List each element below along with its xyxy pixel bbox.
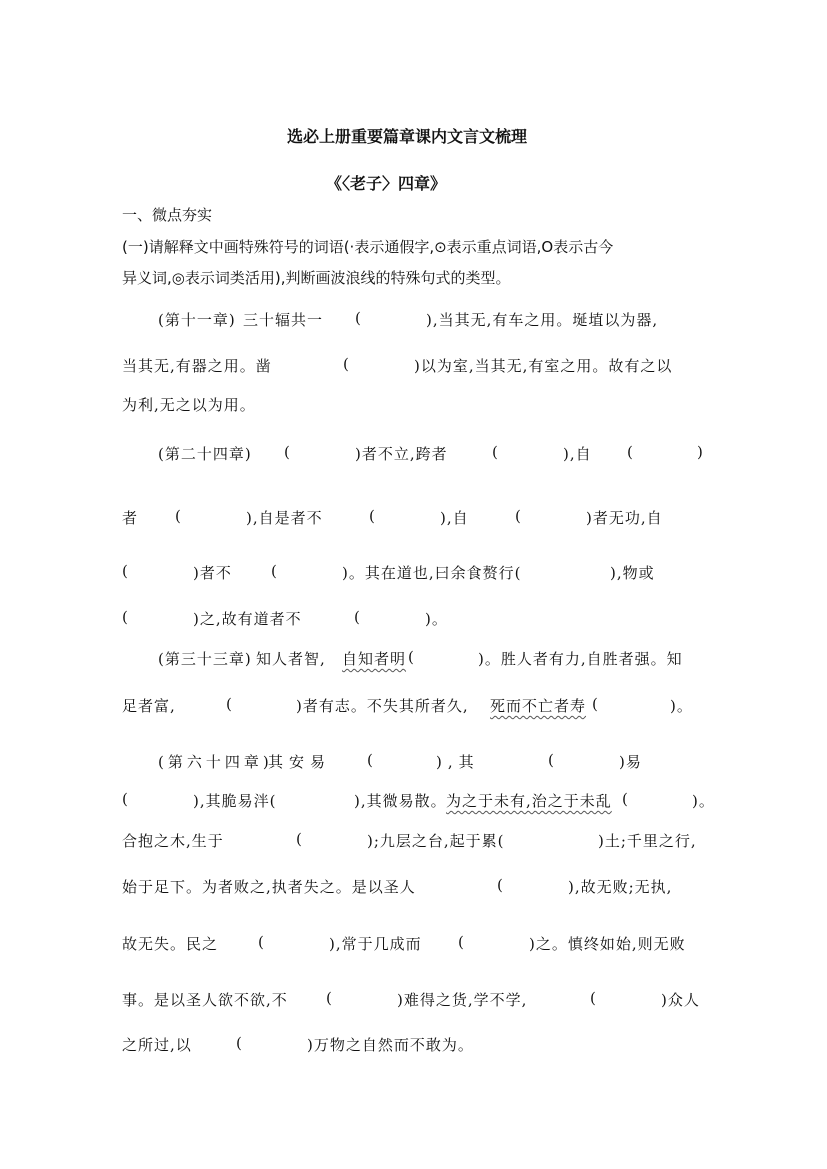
blank-open-paren: ( — [515, 507, 522, 525]
chapter-64-text: )之。慎终如始,则无败 — [529, 935, 686, 953]
chapter-64-text: ),常于几成而 — [329, 935, 422, 953]
chapter-33-text: 知人者智, — [256, 650, 326, 668]
chapter-64-text: )难得之货,学不学, — [397, 991, 528, 1009]
special-sentence-wavy: 自知者明 — [342, 650, 407, 668]
instruction-line-1: (一)请解释文中画特殊符号的词语(·表示通假字,⊙表示重点词语,O表示古今 — [122, 238, 614, 256]
special-sentence-wavy: 死而不亡者寿 — [490, 697, 587, 715]
chapter-24-text: ),自 — [440, 509, 469, 527]
chapter-64-text: ),故无败;无执, — [568, 878, 673, 896]
chapter-64-text: ),其 — [436, 753, 480, 771]
blank-open-paren: ( — [354, 608, 361, 626]
blank-open-paren: ( — [622, 790, 629, 808]
chapter-24-text: )者不 — [193, 564, 232, 582]
chapter-24-text: ),物或 — [610, 564, 655, 582]
chapter-33-text: 足者富, — [122, 697, 176, 715]
blank-open-paren: ( — [175, 507, 182, 525]
instruction-line-2: 异义词,◎表示词类活用),判断画波浪线的特殊句式的类型。 — [122, 269, 511, 287]
chapter-64-text: )众人 — [661, 991, 700, 1009]
chapter-64-label: (第六十四章) — [158, 753, 273, 771]
blank-open-paren: ( — [592, 695, 599, 713]
section-heading: 一、微点夯实 — [122, 206, 213, 224]
chapter-24-label: (第二十四章) — [158, 445, 252, 463]
special-sentence-wavy: 为之于未有,治之于未乱 — [446, 792, 612, 810]
chapter-64-text: 事。是以圣人欲不欲,不 — [122, 991, 288, 1009]
blank-open-paren: ( — [369, 507, 376, 525]
blank-open-paren: ( — [271, 562, 278, 580]
blank-open-paren: ( — [284, 443, 291, 461]
chapter-64-text: 合抱之木,生于 — [122, 832, 224, 850]
chapter-11-text: 当其无,有器之用。凿 — [122, 357, 272, 375]
chapter-33-text: )。 — [670, 697, 693, 715]
chapter-24-text: )者无功,自 — [586, 509, 663, 527]
chapter-64-text: 之所过,以 — [122, 1036, 192, 1054]
chapter-24-text: 者 — [122, 509, 139, 527]
blank-open-paren: ( — [627, 443, 634, 461]
chapter-64-text: )。 — [692, 792, 715, 810]
blank-open-paren: ( — [492, 443, 499, 461]
chapter-64-text: 其安易 — [268, 753, 332, 771]
chapter-11-text: )以为室,当其无,有室之用。故有之以 — [414, 357, 673, 375]
blank-open-paren: ( — [590, 989, 597, 1007]
blank-open-paren: ( — [122, 608, 129, 626]
chapter-64-text: 始于足下。为者败之,执者失之。是以圣人 — [122, 878, 416, 896]
chapter-64-text: )土;千里之行, — [598, 832, 697, 850]
chapter-64-text: )易 — [619, 753, 642, 771]
chapter-33-text: )。胜人者有力,自胜者强。知 — [478, 650, 683, 668]
document-subtitle: 《〈老子〉四章》 — [326, 174, 447, 193]
chapter-11-text: 为利,无之以为用。 — [122, 396, 256, 414]
blank-open-paren: ( — [408, 648, 415, 666]
blank-open-paren: ( — [326, 989, 333, 1007]
blank-open-paren: ( — [458, 933, 465, 951]
chapter-24-text: )。其在道也,曰余食赘行( — [342, 564, 522, 582]
blank-open-paren: ( — [296, 830, 303, 848]
blank-open-paren: ( — [355, 309, 362, 327]
document-title: 选必上册重要篇章课内文言文梳理 — [287, 127, 528, 146]
chapter-24-text: )者不立,跨者 — [355, 445, 448, 463]
chapter-33-label: (第三十三章) — [158, 650, 252, 668]
blank-open-paren: ( — [258, 933, 265, 951]
chapter-64-text: ),其脆易泮( — [193, 792, 277, 810]
blank-open-paren: ( — [548, 751, 555, 769]
chapter-64-text: 故无失。民之 — [122, 935, 219, 953]
chapter-33-text: )者有志。不失其所者久, — [296, 697, 469, 715]
blank-open-paren: ( — [122, 562, 129, 580]
chapter-11-label: (第十一章) — [158, 311, 236, 329]
chapter-64-text: )万物之自然而不敢为。 — [307, 1036, 474, 1054]
blank-open-paren: ( — [122, 790, 129, 808]
chapter-24-text: ),自是者不 — [246, 509, 323, 527]
chapter-24-text: )。 — [425, 610, 448, 628]
chapter-24-text: )之,故有道者不 — [193, 610, 302, 628]
chapter-64-text: ),其微易散。 — [354, 792, 447, 810]
chapter-24-text: ),自 — [563, 445, 592, 463]
chapter-11-text: ),当其无,有车之用。埏埴以为器, — [426, 311, 659, 329]
blank-close-paren: ) — [697, 443, 704, 461]
chapter-64-text: );九层之台,起于累( — [367, 832, 505, 850]
blank-open-paren: ( — [343, 355, 350, 373]
blank-open-paren: ( — [236, 1034, 243, 1052]
chapter-11-text: 三十辐共一 — [243, 311, 324, 329]
blank-open-paren: ( — [367, 751, 374, 769]
blank-open-paren: ( — [497, 876, 504, 894]
blank-open-paren: ( — [226, 695, 233, 713]
